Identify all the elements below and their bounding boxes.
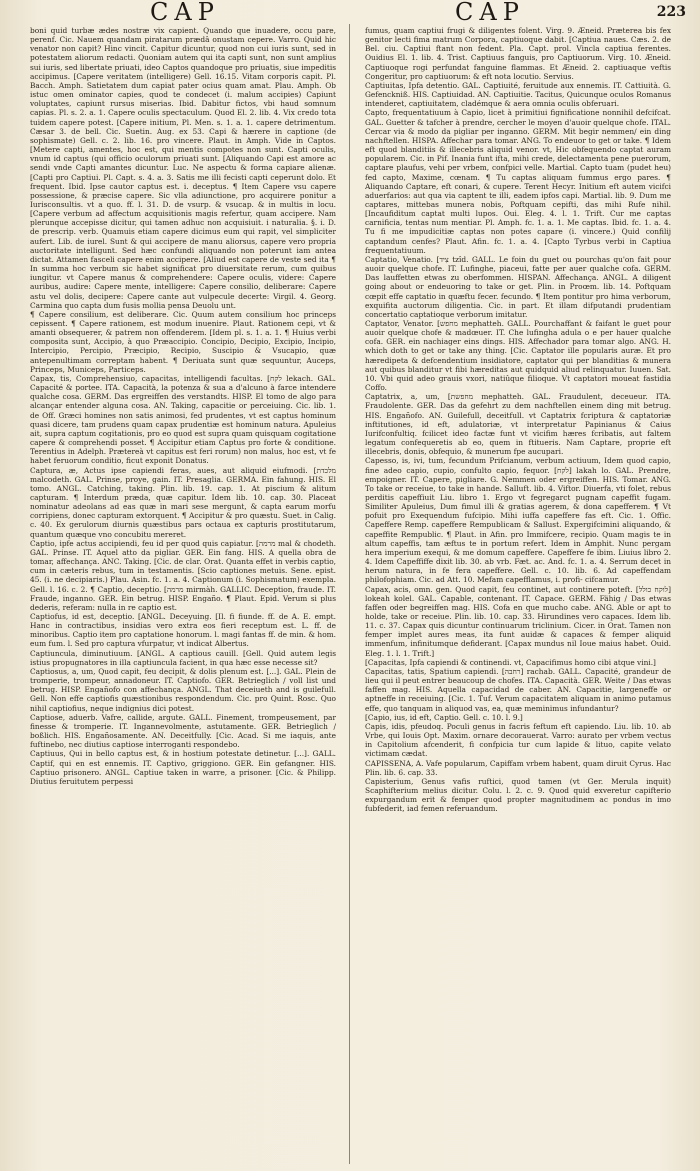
- header-left-word: CAP: [150, 0, 220, 26]
- entry-capax: Capax, acis, omn. gen. Quod capit, feu continet, aut continere poteft. [לוקח כולל] lokeah kolel. GAL. Capable, contenant. IT. Capace. GERM. Fähig / Das etwas faffen oder begreiffen mag. HIS. Cofa en que mucho cabe. ANG. Able or apt to holde, take or receiue. Plin. lib. 10. cap. 33. Hirundines vero capaces. Idem lib. 11. c. 37. Capax quis dicuntur continuarum triclinium. Cicer. in Orat. Tamen non femper implet aures meas, ita funt auidæ & capaces & femper aliquid immenfum, infinitumque defiderant. [Capax mundus nil Ioue maius habet. Ouid. Eleg. 1. l. 1. Trift.]: [365, 584, 671, 658]
- entry-captiuncula: Captiuncula, diminutiuum. [ANGL. A captious cauill. [Gell. Quid autem legis istius propugnatores in illa captiuncula facient, in qua hæc esse necesse sit?: [30, 648, 336, 667]
- right-column: [365, 26, 671, 1166]
- entry-capissena: CAPISSENA, A. Vafe popularum, Capiffam vrbem habent, quam diruit Cyrus. Hac Plin. lib. 6. cap. 33.: [365, 758, 671, 777]
- entry-captator: Captator, Venator. [מחפש mephatteh. GALL. Pourchaffant & faifant le guet pour auoir quelque chofe & madœuer. IT. Che lufingha adula o e per hauer qualche cofa. GER. ein nachiager eins dings. HIS. Affechador para tomar algo. ANG. H. which doth to get or take any thing. [Cic. Captator ille popularis auræ. Et pro hæredipeta & defcendentium insidiatore, captator qui per blanditias & munera aut quibus blanditur vt fibi hæreditas aut quidquid aliud relinquatur. Iuuen. Sat. 10. Vbi quid adeo grauis vxori, natiûque filioque. Vt captatori moueat fastidia Coffo.: [365, 319, 671, 393]
- entry-capere-consilium: ¶ Capere consilium, est deliberare. Cic. Quum autem consilium hoc princeps cepissent. ¶ Capere rationem, est modum inuenire. Plaut. Rationem cepi, vt & amanti obsequerer, & patrem non offenderem. [Idem pl. s. 1. a. 1. ¶ Huius verbi composita sunt, Accipio, à quo Præaccipio. Concipio, Decipio, Excipio, Incipio, Intercipio, Percipio, Præcipio, Recipio, Suscipio & Vsucapio, quæ antepenultimam correptam habent. ¶ Deriuata sunt quæ sequuntur, Auceps, Princeps, Municeps, Particeps.: [30, 309, 336, 374]
- entry-captiuitas: Captiuitas, Ipfa detentio. GAL. Captiuité, feruitude aux ennemis. IT. Cattiuità. G. Gefenckniß. HIS. Captiuidad. AN. Captiuitie. Tacitus, Quicunque oculos Romanus intenderet, captiuitatem, cladémque & aera omnia oculis obferuari.: [365, 80, 671, 109]
- entry-captatio: Captatio, Venatio. [צִיד tzîd. GALL. Le foin du guet ou pourchas qu'on fait pour auoir quelque chofe. IT. Lufinghe, piaceui, fatte per auer qualche cofa. GERM. Das lauffetten etwas zu oberfommen. HISPAN. Affechança. ANGL. A diligent going about or endeuoring to take or get. Plin. in Proœm. lib. 14. Poftquam cœpit effe captatio in quæftu fecer. fecundo. ¶ Item pontitur pro hima verborum, exquifita auctorum diligentia. Cic. in part. Et illam difputandi prudentiam concertatio captatioque verborum imitatur.: [365, 254, 671, 319]
- entry-captio: Captio, ipfe actus accipiendi, feu id per quod quis capiatur. [מרמה mal & chodeth. GAL. Prinse. IT. Aquel atto da pigliar. GER. Ein fang. HIS. A quella obra de tomar, affechança. ANC. Taking. [Cic. de clar. Orat. Quanta effet in verbis captio, cum in cæteris rebus, tum in testamentis. [Scio captiones metuis. Sene. epist. 45. (i. ne decipiaris.) Plau. Asin. fc. 1. a. 4. Captionum (i. Sophismatum) exempla. Gell. l. 16. c. 2. ¶ Captio, deceptio. [מרמה mirmàh. GALLIC. Deception, fraude. IT. Fraude, inganno. GER. Ein betrug. HISP. Engaño. ¶ Plaut. Epid. Verum si plus dederis, referam: nulla in re captio est.: [30, 538, 336, 612]
- page-number: 223: [656, 4, 686, 20]
- left-column: [30, 26, 336, 1166]
- entry-captatrix: Captatrix, a, um, [מחפשת mephatteh. GAL. Fraudulent, deceueur. ITA. Fraudolente. GER. Das da gefehrt zu dem nachftellen einem ding mit betrug. HIS. Engañofo. AN. Guilefull, deceitfull. vt Captatrix fcriptura & captatoriæ inftitutiones, id eft, adulatoriæ, vt interpretatur Papinianus & Caius Iurifconfultiq. fcilicet ideo factæ funt vt vicifim hæres fcribatis, aut faltem legatum confequeretis ab eo, quem in ftitueris. Nam Captare, proprie eft illecebris, donis, obfequio, & munerum fpe aucupari.: [365, 392, 671, 457]
- entry-capio-cont: boni quid turbæ ædes nostræ vix capient. Quando que inuadere, occu pare, perenf. Cic. Nauem quandam piratarum prædâ onustam cepere. Varro. Quid hic venator non capit? Hinc vincit. Capitur dicuntur, quod non cui iuris sunt, sed in potestatem aliorum redacti. Quoniam autem qui ita capti sunt, non sunt amplius sui iuris, sed libertate priuati, ideo Captos quandoque pro priuatis, siue impeditis accipimus. [Capere veritatem (intelligere) Gell. 16.15. Vitam corporis capit. Pl. Bacch. Amph. Satietatem dum capiat pater ocius quam amat. Plau. Amph. Ob istuc omen ominator capies, quod te condecet (i. malum accipies) Capiunt voluptates, capiunt rursus miserias. Ibid. Dabitur fictos, vbi haud somnum capias. Pl. s. 2. a. 1. Capere oculis spectaculum. Quod El. 2. lib. 4. Vix credo tota tuidem capere potest. [Capere initium, Pl. Men. s. 1. a. 1. capere detrimentum. Cæsar 3. de bell. Cic. Suetin. Aug. ex 53. Capi & hærere in captione (de sophismate) Gell. c. 2. lib. 16. pro vincere. Plaut. in Amph. Vide in Captos. [Metere capti, amentes, hoc est, qui mentis compotes non sunt. Capti oculis, vnum id captus (qui officio oculorum priuati sunt. [Aliquando Capi est amore ac sendi vnde Capti amantes dicuntur. Luc. Ne aspectu & forma capiare alienæ. [Capti pro Captiui. Pl. Capt. s. 4. a. 3. Satis me illi fecisti capti ceperunt dolo. Et frequent. Ibid. Ipse cautor captus est. i. deceptus. ¶ Item Capere vsu capere possessione, & præcise capere. Sic vlla adiunctione, pro acquirere ponitur a Iurisconsultis. vt a quo. ff. l. 31. D. de vsurp. & vsucap. & in multis in locu. [Capere verbum ad affectum acquisitionis magis refertur, quam accipere. Nam plerunque accepisse dicitur, qui tamen adhuc non acquisiuit. i naturalia. §. i. D. de prescrip. verb. Quamuis etiam capere dicimus eum qui rapit, vel simpliciter aufert. Lib. de iurel. Sunt & qui accipere de manu aliorsus, capere vero propria auctoritate intelligunt. Sed hæc confundi aliquando non poterunt iam antea dictat. Attamen fasceli capere enim accipere. [Aliud est capere de veste sed ita ¶ In summa hoc verbum sic habet significat pro diuersitate rerum, cum quibus iungitur. vt Capere manus & comprehendere: Capere oculis, videre: Capere auribus, audire: Capere mente, intelligere: Capere consilio, deliberare: Capere astu vel dolis, decipere: Capere cante aut vulpecule decerte: Virgil. 4. Georg. Carmina quo capta dum fusis mollia pensa Deuolu unt.: [30, 26, 336, 310]
- entry-capto: Capto, frequentatiuum à Capio, licet à primitiui fignificatione nonnihil defcifcat. GAL. Guetter & tafcher à prendre, cercher le moyen d'auoir quelque chofe. ITAL. Cercar via & modo da pigliar per inganno. GERM. Mit begir nemmen/ ein ding nachftellen. HISPA. Affechar para tomar. ANG. To endeuor to get or take. ¶ Idem eft quod blanditiis & illecebris aliquid venor. vt, Hic obfequendo captat auram popularem. Cic. in Pif. Inania funt ifta, mihi crede, delectamenta pene puerorum, captare plaufus, vehi per vrbem, confpici velle. Martial. Capto tuam (pudet heu) fed capto, Maxime, cœnam. ¶ Tu captas aliquam fummus ergo pares. ¶ Aliquando Captare, eft conari, & cupere. Terent Hecyr. Initium eft autem vicifci aduerfarios: aut qua via captent te illi, eadem ipfos capi. Martial. lib. 9. Dum me captares, mittebas munera nobis, Poftquam cepifti, das mihi Rufe nihil. [Incaufiditum captat multi lupos. Oui. Eleg. 4. l. 1. Trift. Cur me captas carnificia, tentas num mentiar. Pl. Amph. fc. 1. a. 1. Me captas. Ibid. fc. 1. a. 4. Tu fi me impudicitiæ captas non potes capare (i. vincere.) Quid confilij captandum cenfes? Plaut. Afin. fc. 1. a. 4. [Capto Tyrbus verbi in Captiua frequentatiuum.: [365, 108, 671, 255]
- entry-captiose: Captiose, aduerb. Vafre, callide, argute. GALL. Finement, trompeusement, par finesse & tromperie. IT. Ingannevolmente, astutamente. GER. Betrieglich / boßlich. HIS. Engañosamente. AN. Deceitfully. [Cic. Acad. Si me iaquis, ante fuftinebo, nec diutius captiose interroganti respondebo.: [30, 712, 336, 750]
- entry-capio-ius: [Capio, ius, id eft, Captio. Gell. c. 10. l. 9.]: [365, 712, 523, 722]
- entry-capacitas: Capacitas, tatis, Spatium capiendi. [רחבה] rachab. GALL. Capacité, grandeur de lieu qui il peut entrer beaucoup de chofes. ITA. Capacità. GER. Weite / Das etwas faffen mag. HIS. Aquella capacidad de caber. AN. Capacitie, largeneffe or aptneffe in receiuing. [Cic. 1. Tuf. Verum capacitatem aliquam in animo putamus effe, quo tanquam in aliquod vas, ea, quæ meminimus infundantur?: [365, 666, 671, 713]
- header-right-word: CAP: [455, 0, 525, 26]
- entry-capis: Capis, idis, pfeudoq. Poculi genus in facris feftum eft capiendo. Liu. lib. 10. ab Vrbe, qui Iouis Opt. Maxim. ornare decorauerat. Varro: aurato per vrbem vectus in Capitolium afcenderit, fi confpicia tur cum lapide & lituo, capite velato victimam cædat.: [365, 721, 671, 759]
- entry-capacissimus: [Capacitas, Ipfa capiendi & continendi. vt, Capacifimus homo cibi atque vini.]: [365, 657, 656, 667]
- column-divider: [349, 24, 350, 1164]
- entry-captio-deceyuing: Captiofus, id est, deceptio. [ANGL. Deceyuing. [Il. fi fiunde. ff. de A. E. empt. Hanc in contractibus, insidias vero extra eos fieri receptum est. L. ff. de minoribus. Captio item pro captatione honorum. l. magi fantas ff. de min. & hom. eum fum. l. Sed pro captura vfurpatur, vt indicat Albertus.: [30, 612, 336, 649]
- entry-captus: Capax, tis, Comprehensiuo, capacitas, intelligendi facultas. [לקח lekach. GAL. Capacité & portee. ITA. Capacità, la potenza & sua a d'alcuno à farce intendere qualche cosa. GERM. Das ergreiffen des verstandts. HISP. El tomo de algo para alcançar entender alguna cosa. AN. Taking, capacitie or perceiuing. Cic. lib. 1. de Off. Græci homines non satis animosi, fed prudentes, vt est captus hominum quasi dicere, tam prudens quam capax prudentiæ est hominum natura. Apuleius ait, supra captum cogitationis, pro eo quod est supra quam quisquam cogitatione capere & comprehendi posset. ¶ Accipitur etiam Captus pro forte & conditione. Terentius in Adelph. Prætereà vt capitus est feri rorum) non malus, hoc est, vt fe habet feruorum conditio, ficut exponit Donatus.: [30, 373, 336, 466]
- entry-captiosus: Captiosus, a, um, Quod capit, feu decipit, & dolis plenum est. [...]. GAL. Plein de tromperie, trompeur, annadoneur. IT. Captiofo. GER. Betrieglich / voll list und betrug. HISP. Engañofo con affechança. ANGL. That deceiueth and is guilefull. Gell. Non effe captiofis quæstionibus respondendum. Cic. pro Quint. Rosc. Quo nihil captiofius, neque indignius dici potest.: [30, 666, 336, 713]
- running-header: [0, 0, 700, 26]
- entry-captiuus: Captiuus, Qui in bello captus est, & in hostium potestate detinetur. [...]. GALL. Captif, qui en est ennemis. IT. Captivo, griggiono. GER. Ein gefangner. HIS. Captiuo prisonero. ANGL. Captiue taken in warre, a prisoner. [Cic. & Philipp. Diutius feruitutem perpessi: [30, 749, 336, 786]
- entry-captiuus-cont: fumus, quam captiui frugi & diligentes folent. Virg. 9. Æneid. Præterea bis fex genitor lecti fima matrum Corpora, captiuoque dabit. [Captiua naues. Cæs. 2. de Bel. ciu. Captiui ftant non fedent. Pla. Capt. prol. Vincla captiua ferentes. Ouidius El. 1. lib. 4. Trist. Captiuus fanguis, pro Captiuorum. Virg. 10. Æneid. Captiuoque rogi perfundat fanguine flammas. Et Æneid. 2. captiuaque veftis Congeritur, pro captiuorum: & eft nota locutio. Servius.: [365, 26, 671, 81]
- entry-captura: Captura, æ, Actus ipse capiendi feras, aues, aut aliquid eiufmodi. [מלכדת malcodeth. GAL. Prinse, proye, gain. IT. Presaglia. GERMA. Ein fahung. HIS. El tomo. ANGL. Catching, taking. Plin. lib. 19. cap. 1. At piscium & alitum capturam. ¶ Interdum præda, quæ capitur. Idem lib. 10. cap. 30. Placeat nominatur adeolans ad eas quæ in mari sese mergunt, & capta earum morfu corripiens, donec capturam extorquent. ¶ Accipitur & pro quæstu. Suet. in Calig. c. 40. Ex gerulorum diurnis quæstibus pars octaua ex capturis prostitutarum, quantum quæque vno concubitu mereret.: [30, 465, 336, 539]
- entry-capesso: Capesso, is, ivi, tum, fecundum Prifcianum, verbum actiuum, Idem quod capio, fine adeo capio, cupio, confulto capio, fequor. [לקח] lakah lo. GAL. Prendre, empoigner. IT. Capere, pigliare. G. Nemmen oder ergreiffen. HIS. Tomar. ANG. To take or receiue, to take in hande. Salluft. lib. 4. Viftor. Diuerfa, vti folet, rebus perditis capeffiuit Liu. libro 1. Ergo vt fegregarct pugnam capeffit fugam. Similiter Apuleius, Dum fimul illi & gratias agerem, & dona capefferem. ¶ Vt pofuit pro Exequendum fufcipio. Mihi iuffa capeffere fas eft. Cic. 1. Offic. Capeffere Remp. capeffere Rempublicam & Sallust. Expergifcimini aliquando, & capeffite Rempublic. ¶ Plaut. in Afin. pro Immifcere, recipio. Quam magis te in altum capeffis, tam æftus te in portum refert. Idem in Amphit. Nunc pergam hera imperium exequi, & me domum capeffere. Capeffere fe ibim. Liuius libro 2. 4. Idem Capeffiffe dixit lib. 30. ab vrb. Fæt. ac. And. fc. 1. a. 4. Serrum decet in herum natura, in fe fera capeffere. Gell. c. 10. lib. 6. Ad capeffendam philofophiam. Cic. ad Att. 10. Mefam capefflamus, i. profi- cifcamur.: [365, 456, 671, 585]
- entry-capisterium: Capisterium, Genus vafis ruftici, quod tamen (vt Ger. Merula inquit) Scaphifterium melius dicitur. Colu. l. 2. c. 9. Quod quid exveretur capifterio expurgandum erit & femper quod propter magnitudinem ac pondus in imo fubfederit, iad femen referuandum.: [365, 776, 671, 814]
